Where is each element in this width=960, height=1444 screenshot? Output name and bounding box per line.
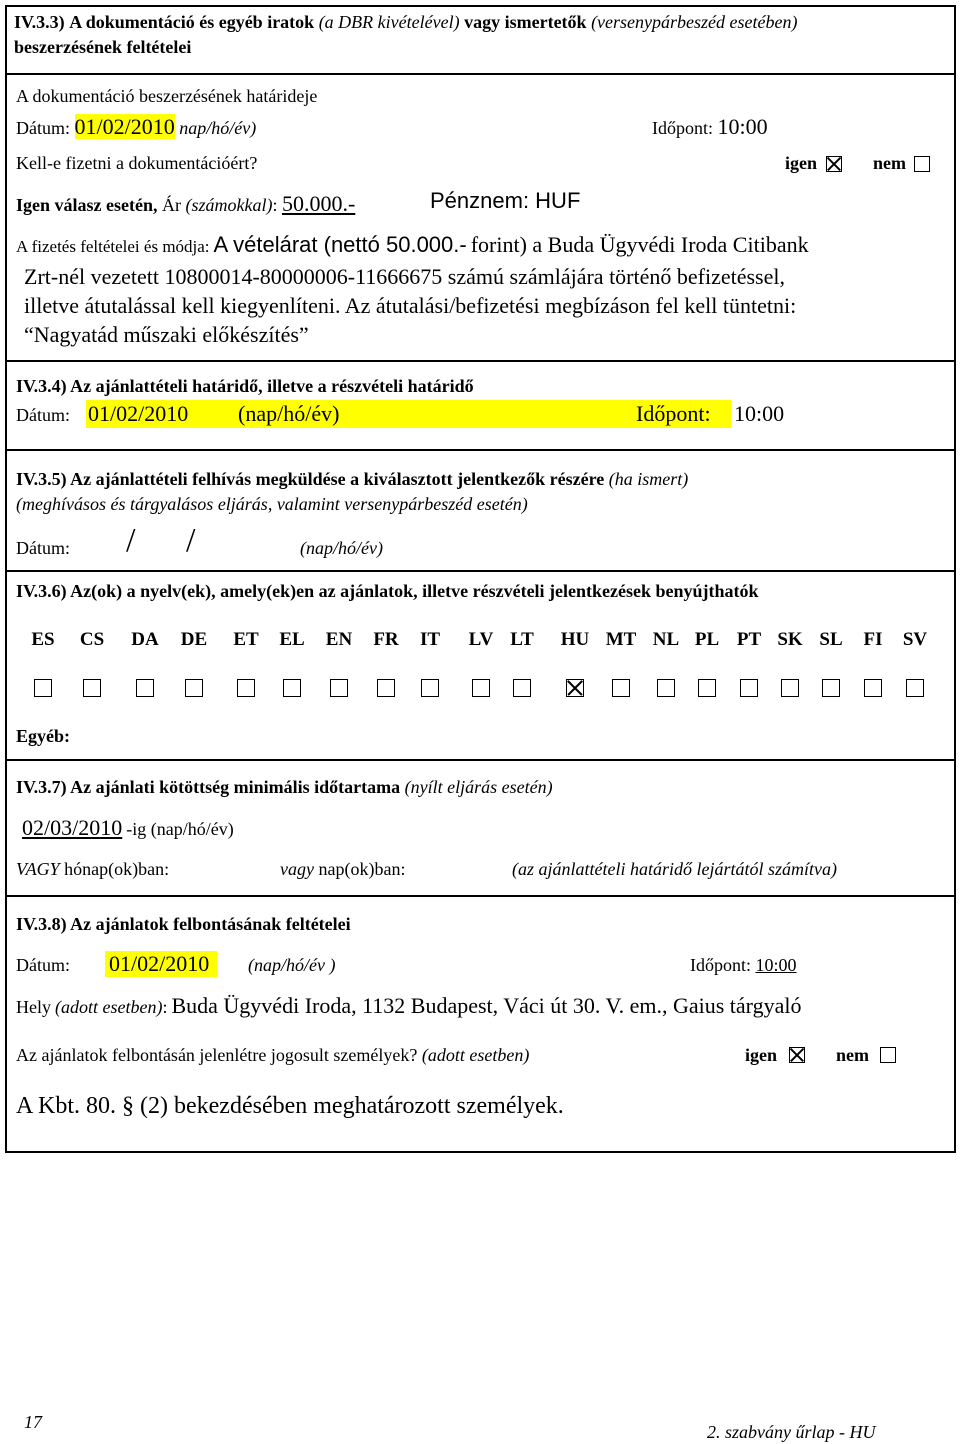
- divider: [5, 449, 956, 451]
- date-slash: /: [186, 522, 196, 559]
- months-or: VAGY: [16, 859, 60, 879]
- language-checkbox-fi[interactable]: [864, 679, 882, 697]
- terms-line1: [16, 232, 809, 258]
- language-code-lv: LV: [468, 629, 494, 650]
- language-checkbox-sl[interactable]: [822, 679, 840, 697]
- section-title-iv35: [16, 469, 688, 490]
- language-code-fi: FI: [863, 629, 883, 650]
- title-main: IV.3.5) Az ajánlattételi felhívás megküldése a kiválasztott jelentkezők részére: [16, 469, 605, 489]
- months-row: [16, 859, 169, 880]
- section-title-iv34: IV.3.4) Az ajánlattételi határidő, illetve a részvételi határidő: [16, 376, 474, 396]
- form-frame: [5, 5, 956, 1153]
- language-code-cs: CS: [79, 629, 105, 650]
- months-label: hónap(ok)ban:: [64, 859, 170, 879]
- language-checkbox-hu[interactable]: [566, 679, 584, 697]
- price-label: Igen válasz esetén,: [16, 195, 158, 215]
- language-checkbox-fr[interactable]: [377, 679, 395, 697]
- currency: Pénznem: HUF: [430, 188, 581, 213]
- date-format-hint: (nap/hó/év): [238, 401, 340, 426]
- language-checkbox-lv[interactable]: [472, 679, 490, 697]
- date-format-hint: (nap/hó/év ): [248, 955, 336, 975]
- place-label: Hely: [16, 997, 51, 1017]
- doc-deadline-time[interactable]: 10:00: [717, 114, 768, 139]
- price-label-note: (számokkal): [185, 195, 273, 215]
- form-name: 2. szabvány űrlap - HU: [707, 1422, 876, 1442]
- days-or: vagy: [280, 859, 314, 879]
- opening-place: Buda Ügyvédi Iroda, 1132 Budapest, Váci út 30. V. em., Gaius tárgyaló: [171, 993, 802, 1018]
- price-row: [16, 191, 355, 217]
- language-code-pl: PL: [694, 629, 720, 650]
- doc-time-row: [652, 114, 768, 140]
- date-label: Dátum:: [16, 118, 70, 138]
- language-checkbox-pl[interactable]: [698, 679, 716, 697]
- language-checkbox-lt[interactable]: [513, 679, 531, 697]
- language-code-hu: HU: [560, 629, 590, 650]
- language-code-lt: LT: [510, 629, 534, 650]
- language-code-nl: NL: [652, 629, 680, 650]
- title-part-c: vagy ismertetők: [464, 12, 587, 32]
- no-label: nem: [873, 153, 906, 173]
- title-part-a: A dokumentáció és egyéb iratok: [69, 12, 315, 32]
- title-main: IV.3.7) Az ajánlati kötöttség minimális időtartama: [16, 777, 401, 797]
- language-code-mt: MT: [605, 629, 637, 650]
- language-code-el: EL: [279, 629, 305, 650]
- date-format-hint: (nap/hó/év): [300, 538, 383, 558]
- terms-value-a: A vételárat (nettó 50.000.-: [213, 232, 467, 257]
- date-format-hint: nap/hó/év): [179, 118, 257, 138]
- validity-row: [22, 815, 234, 841]
- language-checkbox-de[interactable]: [185, 679, 203, 697]
- section-subtitle: (meghívásos és tárgyalásos eljárás, valamint versenypárbeszéd esetén): [16, 494, 528, 514]
- place-row: [16, 993, 801, 1019]
- terms-value-b: forint) a Buda Ügyvédi Iroda Citibank: [470, 232, 809, 257]
- language-code-de: DE: [180, 629, 208, 650]
- divider: [5, 570, 956, 572]
- language-checkbox-pt[interactable]: [740, 679, 758, 697]
- pay-question: Kell-e fizetni a dokumentációért?: [16, 153, 258, 173]
- opening-time[interactable]: 10:00: [755, 955, 797, 975]
- time-label: Időpont:: [652, 118, 713, 138]
- language-code-et: ET: [233, 629, 259, 650]
- language-checkbox-cs[interactable]: [83, 679, 101, 697]
- date-slash: /: [126, 522, 136, 559]
- language-code-pt: PT: [736, 629, 762, 650]
- bid-deadline-time[interactable]: 10:00: [734, 401, 785, 426]
- other-label: Egyéb:: [16, 726, 70, 746]
- language-checkbox-sk[interactable]: [781, 679, 799, 697]
- section-title-iv38: IV.3.8) Az ajánlatok felbontásának feltételei: [16, 914, 351, 934]
- title-note: (ha ismert): [608, 469, 689, 489]
- yes-checkbox[interactable]: [826, 156, 842, 172]
- price-value[interactable]: 50.000.-: [281, 191, 356, 216]
- language-checkbox-nl[interactable]: [657, 679, 675, 697]
- title-part-b: (a DBR kivételével): [318, 12, 460, 32]
- title-note: (nyílt eljárás esetén): [404, 777, 553, 797]
- doc-deadline-date[interactable]: 01/02/2010: [74, 114, 175, 139]
- language-code-it: IT: [419, 629, 441, 650]
- language-checkbox-et[interactable]: [237, 679, 255, 697]
- deadline-label: A dokumentáció beszerzésének határideje: [16, 86, 318, 106]
- terms-line4: “Nagyatád műszaki előkészítés”: [24, 322, 309, 347]
- language-checkbox-mt[interactable]: [612, 679, 630, 697]
- date-label: Dátum:: [16, 538, 70, 558]
- language-checkbox-da[interactable]: [136, 679, 154, 697]
- persons-question: [16, 1045, 529, 1066]
- yes-checkbox[interactable]: [789, 1047, 805, 1063]
- language-code-es: ES: [31, 629, 55, 650]
- no-checkbox[interactable]: [914, 156, 930, 172]
- price-label-ar: Ár: [161, 195, 181, 215]
- section-title-iv37: [16, 777, 553, 798]
- question-note: (adott esetben): [421, 1045, 530, 1065]
- language-checkbox-es[interactable]: [34, 679, 52, 697]
- opening-date[interactable]: 01/02/2010: [105, 951, 217, 977]
- time-label: Időpont:: [690, 955, 751, 975]
- terms-line3: illetve átutalással kell kiegyenlíteni. Az átutalási/befizetési megbízáson fel kell tüntetni:: [24, 293, 797, 318]
- no-checkbox[interactable]: [880, 1047, 896, 1063]
- language-code-sv: SV: [902, 629, 928, 650]
- days-label: nap(ok)ban:: [318, 859, 406, 879]
- section-title-iv36: IV.3.6) Az(ok) a nyelv(ek), amely(ek)en az ajánlatok, illetve részvételi jelentkezések benyújthatók: [16, 581, 759, 601]
- language-code-en: EN: [325, 629, 353, 650]
- days-row: [280, 859, 405, 880]
- yes-label: igen: [785, 153, 818, 173]
- language-checkbox-en[interactable]: [330, 679, 348, 697]
- persons-value: A Kbt. 80. § (2) bekezdésében meghatározott személyek.: [16, 1093, 564, 1119]
- language-checkbox-sv[interactable]: [906, 679, 924, 697]
- place-colon: :: [162, 997, 168, 1017]
- language-code-sk: SK: [777, 629, 803, 650]
- terms-label: A fizetés feltételei és módja:: [16, 237, 210, 256]
- doc-date-row: [16, 114, 256, 140]
- date-label: Dátum:: [16, 955, 70, 975]
- place-note: (adott esetben): [55, 997, 163, 1017]
- bid-deadline-date[interactable]: 01/02/2010: [88, 401, 189, 426]
- language-checkbox-it[interactable]: [421, 679, 439, 697]
- opening-time-row: [690, 955, 797, 976]
- terms-line2: Zrt-nél vezetett 10800014-80000006-11666675 számú számlájára történő befizetéssel,: [24, 264, 785, 289]
- price-label-colon: :: [272, 195, 278, 215]
- page-number: 17: [24, 1412, 42, 1432]
- divider: [5, 360, 956, 362]
- divider: [5, 895, 956, 897]
- time-label: Időpont:: [636, 401, 711, 426]
- validity-date[interactable]: 02/03/2010: [22, 815, 123, 840]
- validity-note: (az ajánlattételi határidő lejártától számítva): [512, 859, 837, 879]
- question-text: Az ajánlatok felbontásán jelenlétre jogosult személyek?: [16, 1045, 418, 1065]
- section-title-line2: beszerzésének feltételei: [14, 37, 192, 57]
- language-code-fr: FR: [373, 629, 399, 650]
- language-code-sl: SL: [819, 629, 843, 650]
- divider: [5, 759, 956, 761]
- section-title-line1: [14, 12, 797, 33]
- validity-suffix: -ig (nap/hó/év): [126, 819, 234, 839]
- language-code-da: DA: [131, 629, 159, 650]
- language-checkbox-el[interactable]: [283, 679, 301, 697]
- no-label: nem: [836, 1045, 869, 1065]
- title-part-d: (versenypárbeszéd esetében): [591, 12, 798, 32]
- section-code: IV.3.3): [14, 12, 65, 32]
- yes-label: igen: [745, 1045, 778, 1065]
- date-label: Dátum:: [16, 405, 70, 425]
